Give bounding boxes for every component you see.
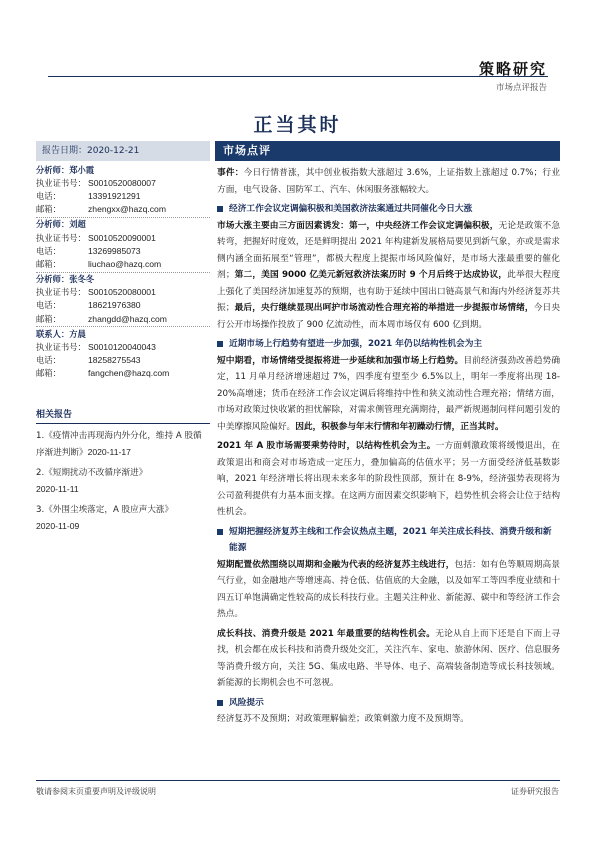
phone-number: 18621976380 bbox=[88, 300, 141, 311]
phone-label: 电话： bbox=[36, 190, 61, 201]
body-paragraph bbox=[217, 557, 560, 623]
event-label: 事件： bbox=[217, 168, 244, 178]
footer-divider bbox=[36, 780, 560, 781]
email-address[interactable]: liuchao@hazq.com bbox=[88, 258, 162, 269]
analyst-name: 刘超 bbox=[69, 219, 86, 230]
cert-label: 执业证书号： bbox=[36, 232, 86, 243]
analyst-name-row bbox=[36, 163, 210, 176]
analyst-email-row bbox=[36, 257, 210, 270]
event-paragraph bbox=[217, 165, 560, 198]
subsection-heading-text: 经济工作会议定调偏积极和美国救济法案通过共同催化今日大涨 bbox=[229, 204, 473, 214]
cert-label: 执业证书号： bbox=[36, 177, 86, 188]
event-text: 今日行情普涨，其中创业板指数大涨超过 3.6%，上证指数上涨超过 0.7%；行业方面，电气设备、国防军工、汽车、休闲服务涨幅较大。 bbox=[217, 168, 561, 195]
subsection-heading-text: 风险提示 bbox=[229, 697, 264, 708]
email-address[interactable]: zhengxx@hazq.com bbox=[88, 204, 166, 215]
highlight-text: 最后，央行继续显现出呵护市场流动性合理充裕的举措进一步提振市场情绪， bbox=[234, 303, 534, 313]
analyst-email-row bbox=[36, 312, 210, 325]
cert-number: S0010520080007 bbox=[88, 177, 156, 188]
analyst-phone-row bbox=[36, 299, 210, 312]
subsection-heading-text: 近期市场上行趋势有望进一步加强，2021 年仍以结构性机会为主 bbox=[229, 339, 483, 349]
report-category-title: 策略研究 bbox=[478, 60, 547, 78]
square-bullet-icon bbox=[217, 529, 223, 535]
analyst-list bbox=[36, 163, 210, 380]
related-report-date: 2020-11-11 bbox=[36, 483, 79, 494]
email-label: 邮箱： bbox=[36, 313, 61, 324]
body-text: 包括：如有色等顺周期高景气行业，如金融地产等增速高、持仓低、估值底的大金融，以及如军工等四季度业绩和十四五订单饱满确定性较高的成长科技行业。主题关注种业、新能源、碳中和等经济工作会热点。 bbox=[217, 559, 561, 619]
related-report-item[interactable] bbox=[36, 466, 210, 498]
analyst-cert-row bbox=[36, 340, 210, 353]
footer-disclaimer: 敬请参阅末页重要声明及评级说明 bbox=[36, 787, 156, 796]
body-text: 此举很大程度上强化了美国经济加速复苏的预期，也有助于延续中国出口链高景气和海内外经济复苏共振； bbox=[217, 270, 561, 313]
related-report-item[interactable] bbox=[36, 429, 210, 461]
body-paragraph bbox=[217, 353, 560, 436]
subsection-heading bbox=[217, 336, 560, 353]
analyst-phone-row bbox=[36, 189, 210, 202]
related-report-item[interactable] bbox=[36, 503, 210, 535]
phone-number: 18258275543 bbox=[88, 355, 141, 366]
highlight-text: 因此，积极参与年末行情和年初躁动行情，正当其时。 bbox=[295, 421, 504, 432]
phone-number: 13269985073 bbox=[88, 245, 141, 256]
phone-label: 电话： bbox=[36, 355, 61, 366]
email-address[interactable]: zhangdd@hazq.com bbox=[88, 313, 167, 324]
subsection-heading bbox=[217, 201, 560, 218]
square-bullet-icon bbox=[217, 206, 223, 212]
related-report-title[interactable]: 3.《外围尘埃落定，A 股应声大涨》 bbox=[36, 505, 174, 515]
analyst-cert-row bbox=[36, 176, 210, 189]
body-paragraph bbox=[217, 438, 560, 521]
phone-label: 电话： bbox=[36, 300, 61, 311]
body-text: 一方面刺激政策将缓慢退出，在政策退出和商会对市场造成一定压力，叠加偏高的估值水平；另一方面受经济低基数影响，2021 年经济增长将出现未来多年的阶段性顶部，预计在 8-9%，经济强势表现将为公司盈利提供有力基本面支撑。在这两方面因素交织影响下，趋势性机会将会让位于结构性机会。 bbox=[217, 441, 560, 517]
cert-number: S0010520080001 bbox=[88, 287, 156, 298]
related-report-title[interactable]: 2.《短期扰动不改循序渐进》 bbox=[36, 468, 148, 478]
cert-number: S0010520090001 bbox=[88, 232, 156, 243]
body-text: 目前经济强劲改善趋势确定，11 月单月经济增速超过 7%，四季度有望至少 6.5%以上，明年一季度将出现 18-20%高增速；货币在经济工作会议定调后将维持中性和狭义流动性合理充裕；情绪方面，市场对政策过快收紧的担忧解除，对需求侧管理充满期待，最严新规遏制问样问题引发的中美摩擦风险偏好。 bbox=[217, 355, 561, 432]
analyst-phone-row bbox=[36, 354, 210, 367]
body-paragraph bbox=[217, 711, 560, 728]
square-bullet-icon bbox=[217, 341, 223, 347]
subsection-heading bbox=[217, 524, 560, 557]
square-bullet-icon bbox=[217, 700, 223, 706]
related-report-date: 2020-11-17 bbox=[87, 446, 131, 457]
body-text: 无论从自上而下还是自下而上寻找，机会都在成长科技和消费升级处交汇，关注汽车、家电、旅游休闲、医疗、信息服务等消费升级方向，关注 5G、集成电路、半导体、电子、高端装备制造等成长科技领域。新能源的长期机会也不可忽视。 bbox=[217, 628, 561, 688]
highlight-text: 短中期看，市场情绪受提振将进一步延续和加强市场上行趋势。 bbox=[217, 355, 464, 366]
cert-label: 执业证书号： bbox=[36, 342, 86, 353]
analyst-name: 方晨 bbox=[69, 328, 86, 339]
report-type-subtitle: 市场点评报告 bbox=[495, 83, 547, 93]
body-paragraph bbox=[217, 626, 560, 692]
phone-number: 13391921291 bbox=[88, 190, 141, 201]
section-header-bar: 市场点评 bbox=[215, 141, 560, 161]
left-sidebar bbox=[36, 141, 210, 535]
analyst-block bbox=[36, 327, 210, 380]
analyst-name: 郑小霞 bbox=[69, 164, 95, 175]
body-text: 经济复苏不及预期；对政策理解偏差；政策刺激力度不及预期等。 bbox=[217, 714, 469, 724]
header-divider bbox=[48, 76, 548, 77]
body-text: 今日央行公开市场操作投放了 900 亿流动性，而本周市场仅有 600 亿到期。 bbox=[217, 303, 561, 330]
phone-label: 电话： bbox=[36, 245, 61, 256]
analyst-email-row bbox=[36, 203, 210, 216]
highlight-text: 市场大涨主要由三方面因素诱发：第一，中央经济工作会议定调偏积极， bbox=[217, 220, 499, 231]
analyst-role: 分析师： bbox=[36, 219, 70, 230]
footer-report-type: 证券研究报告 bbox=[511, 787, 559, 796]
email-label: 邮箱： bbox=[36, 368, 61, 379]
related-report-date: 2020-11-09 bbox=[36, 520, 80, 531]
analyst-cert-row bbox=[36, 231, 210, 244]
main-content bbox=[217, 165, 560, 728]
analyst-cert-row bbox=[36, 286, 210, 299]
highlight-text: 第二，美国 9000 亿美元新冠救济法案历时 9 个月后终于达成协议， bbox=[234, 270, 508, 280]
email-address[interactable]: fangchen@hazq.com bbox=[88, 368, 170, 379]
related-reports-header: 相关报告 bbox=[36, 407, 210, 424]
analyst-name-row bbox=[36, 327, 210, 340]
email-label: 邮箱： bbox=[36, 204, 61, 215]
highlight-text: 短期配置依然围绕以周期和金融为代表的经济复苏主线进行， bbox=[217, 559, 455, 570]
analyst-block bbox=[36, 163, 210, 218]
analyst-phone-row bbox=[36, 244, 210, 257]
body-paragraph bbox=[217, 218, 560, 334]
cert-number: S0010120040043 bbox=[88, 342, 156, 353]
analyst-block bbox=[36, 273, 210, 328]
analyst-block bbox=[36, 218, 210, 273]
highlight-text: 成长科技、消费升级是 2021 年最重要的结构性机会。 bbox=[217, 628, 436, 639]
email-label: 邮箱： bbox=[36, 258, 61, 269]
analyst-name: 张冬冬 bbox=[69, 274, 95, 285]
cert-label: 执业证书号： bbox=[36, 287, 86, 298]
subsection-heading bbox=[217, 695, 560, 712]
analyst-role: 联系人： bbox=[36, 328, 70, 339]
analyst-email-row bbox=[36, 367, 210, 380]
analyst-role: 分析师： bbox=[36, 164, 70, 175]
analyst-role: 分析师： bbox=[36, 274, 70, 285]
related-report-title[interactable]: 1.《疫情冲击再现海内外分化，维持 A 股循序渐进判断》 bbox=[36, 431, 202, 458]
document-title: 正当其时 bbox=[253, 114, 342, 136]
analyst-name-row bbox=[36, 273, 210, 286]
highlight-text: 2021 年 A 股市场需要乘势待时，以结构性机会为主。 bbox=[217, 441, 436, 451]
analyst-name-row bbox=[36, 218, 210, 231]
body-text: 无论是政策不急转弯，把握好时度效，还是鲜明提出 2021 年构建新发展格局要见到新气象，亦或是需求侧内涵全面拓展至“管理”，都极大程度上提振市场风险偏好，是市场大涨最重要的催化剂； bbox=[217, 220, 561, 280]
subsection-heading-text: 短期把握经济复苏主线和工作会议热点主题，2021 年关注成长科技、消费升级和新能源 bbox=[229, 526, 552, 553]
report-date: 报告日期：2020-12-21 bbox=[36, 141, 210, 161]
